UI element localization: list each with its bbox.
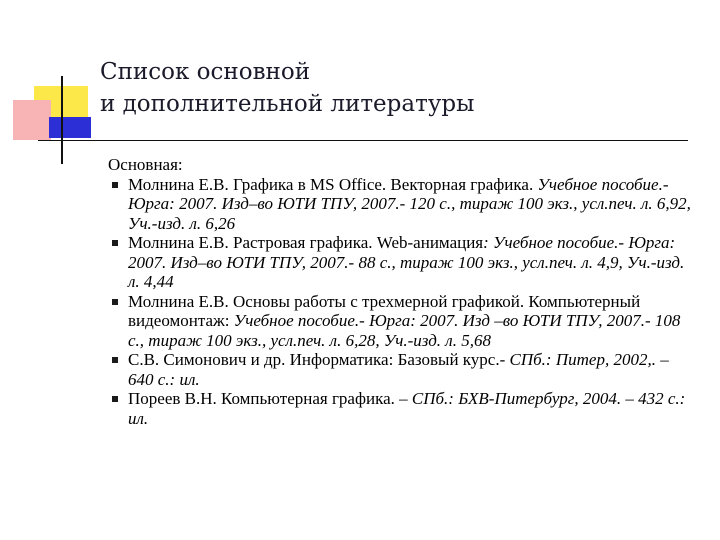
decor-vertical-line [61, 76, 63, 164]
title-line-1: Список основной [100, 59, 311, 85]
item-text: Молнина Е.В. Графика в MS Office. Векторная графика. [128, 174, 538, 194]
square-bullet-icon [112, 357, 118, 363]
decor-pink-square [13, 100, 51, 140]
square-bullet-icon [112, 240, 118, 246]
square-bullet-icon [112, 182, 118, 188]
item-italic-text: Учебное пособие.- Юрга: 2007. Изд–во ЮТИ ТПУ, 2007.- 120 с., тираж 100 экз., усл.печ. л. 6,92, Уч.-изд. л. 6,26 [128, 174, 691, 233]
item-text: Молнина Е.В. Растровая графика. Web-анимация [128, 233, 484, 252]
item-italic-text: : Учебное пособие.- Юрга: 2007. Изд–во ЮТИ ТПУ, 2007.- 88 с., тираж 100 экз., усл.печ. л. 4,9, Уч.-изд. л. 4,44 [128, 233, 685, 291]
list-item [108, 389, 698, 428]
square-bullet-icon [112, 299, 118, 305]
item-text: Молнина Е.В. Основы работы с трехмерной графикой. Компьютерный видеомонтаж: [128, 291, 641, 330]
item-text: С.В. Симонович и др. Информатика: Базовый курс.- [128, 350, 510, 369]
title-line-2: и дополнительной литературы [100, 91, 475, 117]
item-italic-text: СПб.: Питер, 2002,. – 640 с.: ил. [128, 350, 669, 389]
item-italic-text: Учебное пособие.- Юрга: 2007. Изд –во ЮТИ ТПУ, 2007.- 108 с., тираж 100 экз., усл.печ. л. 6,28, Уч.-изд. л. 5,68 [128, 311, 681, 350]
item-text: Пореев В.Н. Компьютерная графика. – [128, 389, 412, 408]
section-heading: Основная: [108, 155, 183, 174]
list-item [108, 292, 698, 351]
list-item [108, 233, 698, 292]
slide-title [100, 56, 474, 120]
item-italic-text: СПб.: БХВ-Питербург, 2004. – 432 с.: ил. [128, 389, 686, 428]
decor-blue-square [49, 117, 91, 138]
list-item [108, 350, 698, 389]
literature-list [108, 155, 698, 428]
title-underline [38, 140, 688, 141]
square-bullet-icon [112, 396, 118, 402]
list-item [108, 175, 698, 234]
